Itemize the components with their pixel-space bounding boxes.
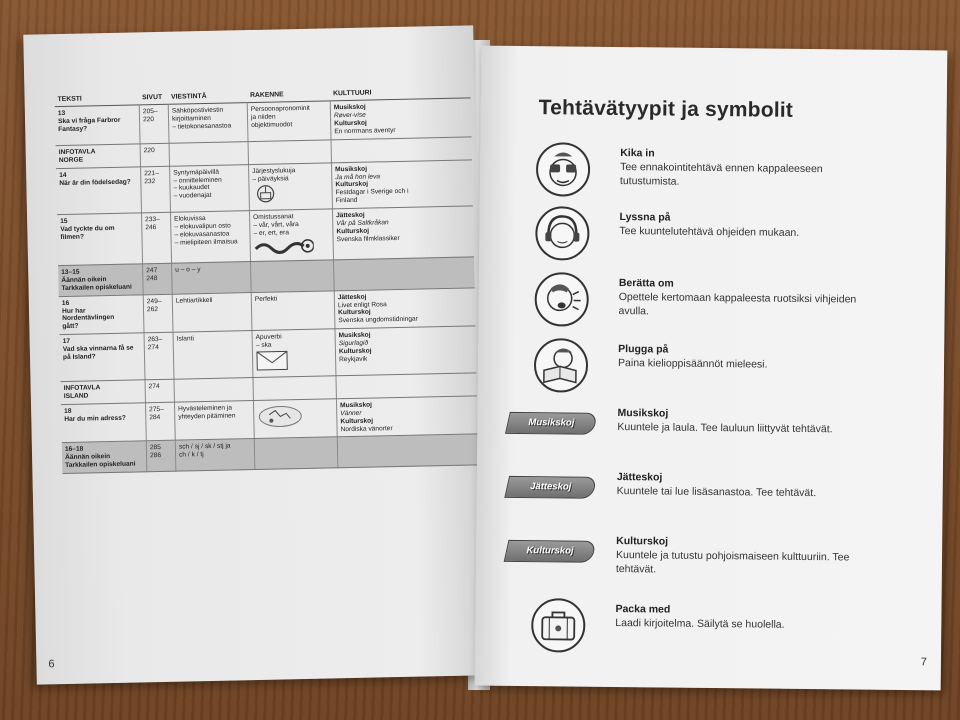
- cell-text-line: Vad ska vinnarna få se: [62, 344, 134, 354]
- cell-text-line: Tarkkailen opiskeluani: [61, 283, 132, 292]
- cell-text-line: INFOTAVLA: [58, 148, 96, 156]
- cell-text-line: ISLAND: [63, 392, 89, 400]
- symbol-entry: [528, 402, 924, 466]
- cell-communication-line: ch / k / tj: [179, 451, 204, 459]
- page-number-right: 7: [920, 656, 927, 669]
- column-header-culture: KULTTUURI: [330, 85, 471, 101]
- envelope-icon: [256, 349, 332, 373]
- cell-pages-line: 246: [145, 224, 157, 232]
- cell-communication: [169, 141, 248, 165]
- cell-communication-line: – elokuvasanastoa: [174, 230, 230, 239]
- cell-communication-line: u – o – y: [175, 266, 201, 274]
- cell-text: [60, 333, 145, 381]
- cell-text-line: filmen?: [60, 233, 85, 242]
- cell-text: [55, 105, 140, 145]
- cell-culture-line: Vänner: [340, 409, 362, 417]
- symbol-entry: [526, 530, 923, 594]
- cell-communication-line: Lehtiartikkeli: [175, 296, 213, 305]
- symbol-title: Kulturskoj: [616, 535, 669, 548]
- cell-text: [56, 144, 141, 169]
- cell-communication-line: Hyvästeleminen ja: [178, 404, 233, 413]
- section-badge: [505, 412, 598, 435]
- suitcase-icon: [531, 598, 586, 653]
- cell-pages-line: 274: [147, 344, 159, 352]
- cell-culture-line: Jätteskoj: [337, 293, 367, 301]
- cell-text-line: Hur har: [61, 307, 86, 315]
- symbol-entry: [534, 272, 925, 336]
- cell-culture-line: Vår på Saltkråkan: [336, 219, 389, 228]
- right-page: [475, 46, 948, 691]
- cell-pages: [145, 402, 175, 441]
- column-header-text: TEKSTI: [54, 92, 139, 106]
- map-icon: [257, 403, 334, 431]
- reading-person-icon: [534, 338, 589, 393]
- symbol-entry: [531, 598, 922, 662]
- cell-communication-line: yhteyden pitäminen: [178, 412, 236, 421]
- cell-culture: [331, 137, 472, 163]
- cell-culture-line: Røver-vise: [333, 111, 366, 120]
- cell-pages: [146, 441, 176, 472]
- cell-communication-line: – elokuvalipun osto: [174, 222, 231, 231]
- cell-structure-line: Järjestyslukuja: [252, 166, 296, 175]
- cell-structure: [253, 376, 336, 401]
- symbol-description: Kuuntele ja tutustu pohjoismaiseen kulttuuriin. Tee tehtävät.: [615, 549, 850, 576]
- cell-culture: [335, 326, 476, 376]
- symbol-description: Laadi kirjoitelma. Säilytä se huolella.: [615, 617, 785, 631]
- cell-text-line: När är din födelsedag?: [59, 178, 131, 187]
- cell-pages-line: 262: [146, 305, 159, 313]
- cell-pages-line: 285: [149, 444, 162, 452]
- cake-icon: [252, 183, 328, 207]
- section-badge-label: Kulturskoj: [526, 545, 574, 557]
- cell-structure: [254, 437, 338, 469]
- cell-culture-line: Musikskoj: [338, 331, 371, 340]
- cell-text-line: Ska vi fråga Farbror: [57, 116, 121, 126]
- cell-pages-line: 286: [150, 452, 162, 460]
- symbol-entry: [534, 338, 925, 402]
- cell-text: [61, 403, 146, 443]
- cell-communication-line: – mielipiteen ilmaisua: [174, 238, 238, 247]
- symbol-title: Kika in: [620, 147, 655, 160]
- cell-pages-line: 275–: [149, 405, 164, 414]
- cell-text-line: 13: [57, 110, 66, 118]
- symbol-title: Jätteskoj: [616, 471, 663, 484]
- cell-culture: [336, 396, 477, 438]
- cell-pages: [145, 379, 174, 402]
- cell-communication-line: Elokuvissa: [174, 215, 206, 223]
- cell-communication-line: sch / sj / sk / stj ja: [178, 442, 231, 452]
- cell-text: [59, 294, 144, 334]
- cell-structure: [249, 209, 333, 261]
- cell-pages-line: 220: [142, 116, 155, 124]
- page-heading: Tehtävätyypit ja symbolit: [538, 96, 794, 122]
- cell-culture-line: Svenska filmklassiker: [336, 234, 400, 244]
- symbol-description: Kuuntele ja laula. Tee lauluun liittyvät tehtävät.: [617, 421, 833, 436]
- cell-text: [57, 213, 143, 265]
- symbol-description: Kuuntele tai lue lisäsanastoa. Tee tehtävät.: [616, 485, 817, 500]
- cell-culture: [331, 160, 472, 210]
- cell-pages-line: 232: [144, 177, 156, 185]
- film-strip-icon: [254, 237, 330, 257]
- cell-culture-line: Musikskoj: [335, 165, 368, 173]
- cell-culture: [330, 98, 471, 140]
- cell-culture: [336, 373, 477, 399]
- cell-culture: [334, 288, 475, 330]
- cell-text-line: Fantasy?: [58, 125, 88, 134]
- cell-structure: [251, 290, 335, 330]
- cell-pages: [139, 104, 169, 143]
- symbol-entry: [535, 206, 926, 270]
- symbol-entry: [536, 142, 927, 206]
- cell-pages: [142, 213, 172, 264]
- section-badge-label: Musikskoj: [528, 417, 575, 429]
- cell-communication: [173, 331, 253, 379]
- cell-structure: [251, 260, 335, 292]
- cell-culture-line: Kulturskoj: [335, 181, 369, 189]
- page-number-left: 6: [48, 658, 55, 671]
- cell-pages-line: 205–: [142, 108, 158, 116]
- cell-structure: [247, 101, 331, 141]
- cell-text: [58, 264, 143, 296]
- cell-culture-line: Nordiska vänorter: [340, 424, 393, 433]
- section-badge-label: Jätteskoj: [530, 481, 572, 493]
- column-header-communication: VIESTINTÄ: [168, 90, 247, 104]
- cell-pages-line: 247: [146, 266, 158, 275]
- cell-text: [62, 441, 147, 473]
- cell-structure: [252, 329, 336, 377]
- cell-text-line: Äännän oikein: [61, 275, 107, 284]
- cell-text-line: gått?: [62, 323, 79, 331]
- cell-structure-line: Perfekti: [254, 295, 278, 303]
- cell-communication-line: – vuodenajat: [173, 192, 212, 200]
- symbol-entry: [532, 466, 923, 530]
- cell-text: [56, 166, 141, 214]
- cell-culture-line: Finland: [335, 197, 358, 205]
- cell-culture-line: Musikskoj: [340, 401, 373, 410]
- cell-culture: [334, 257, 475, 291]
- cell-pages: [144, 332, 174, 379]
- column-header-pages: SIVUT: [139, 92, 168, 105]
- symbol-title: Musikskoj: [617, 407, 669, 420]
- cell-communication: [170, 211, 250, 263]
- cell-structure-line: Apuverbi: [255, 333, 282, 342]
- cell-communication: [168, 103, 248, 143]
- cell-pages-line: 233–: [145, 216, 160, 224]
- cell-structure-line: – er, ert, era: [253, 229, 290, 238]
- cell-structure-line: objektimuodot: [251, 121, 293, 129]
- cell-structure: [249, 162, 333, 210]
- cell-pages-line: 248: [146, 274, 158, 283]
- cell-pages-line: 220: [143, 146, 155, 155]
- cell-pages: [140, 143, 169, 166]
- column-header-structure: RAKENNE: [247, 88, 330, 102]
- symbol-description: Tee kuuntelutehtävä ohjeiden mukaan.: [619, 225, 800, 239]
- cell-culture: [337, 434, 478, 468]
- cell-culture-line: Livet enligt Rosa: [337, 300, 387, 309]
- cell-pages-line: 274: [148, 383, 160, 391]
- cell-structure: [248, 140, 331, 165]
- cell-text: [61, 380, 146, 405]
- cell-communication: [172, 262, 252, 294]
- cell-pages: [143, 294, 173, 333]
- symbol-description: Paina kielioppisäännöt mieleesi.: [617, 357, 768, 371]
- cell-text-line: NORGE: [58, 156, 84, 164]
- table-body: [55, 98, 479, 474]
- cell-text-line: INFOTAVLA: [63, 384, 101, 393]
- cell-pages-line: 249–: [146, 297, 162, 305]
- symbol-description: Tee ennakointitehtävä ennen kappaleeseen tutustumista.: [619, 161, 823, 188]
- cell-communication-line: kirjoittaminen: [171, 114, 211, 123]
- cell-pages-line: 221–: [144, 169, 159, 177]
- cell-text-line: 15: [60, 218, 68, 226]
- cell-pages-line: 263–: [147, 336, 163, 344]
- symbol-description: Opettele kertomaan kappaleesta ruotsiksi vihjeiden avulla.: [618, 291, 857, 317]
- cell-communication: [170, 164, 250, 212]
- cell-communication: [174, 378, 253, 402]
- cell-structure-line: – päiväyksiä: [252, 174, 289, 183]
- symbol-title: Lyssna på: [619, 211, 671, 224]
- cell-structure-line: Persoonapronominit: [250, 104, 310, 114]
- cell-text-line: 16–18: [64, 446, 84, 454]
- cell-culture: [332, 206, 474, 260]
- cell-communication-line: – tietokonesanastoa: [172, 122, 232, 131]
- cell-text-line: 16: [61, 299, 70, 307]
- cell-structure: [253, 399, 337, 439]
- cell-culture-line: Kulturskoj: [336, 227, 370, 236]
- cell-culture-line: En norrmans äventyr: [334, 126, 396, 136]
- section-badge: [504, 540, 597, 563]
- cell-text-line: 17: [62, 338, 71, 346]
- binoculars-person-icon: [536, 142, 591, 197]
- cell-communication-line: Islanti: [176, 335, 194, 343]
- cell-culture-line: Kulturskoj: [334, 119, 367, 128]
- table-row: [57, 206, 474, 265]
- course-contents-table: [54, 85, 478, 474]
- left-page: [23, 25, 487, 684]
- cell-text-line: Tarkkailen opiskeluani: [65, 460, 136, 470]
- cell-structure-line: – ska: [255, 341, 272, 350]
- cell-communication: [172, 292, 252, 332]
- cell-culture-line: Musikskoj: [333, 103, 366, 112]
- cell-communication-line: Sähköpostiviestin: [171, 106, 224, 115]
- cell-culture-line: Festdagar i Sverige och i: [335, 188, 409, 197]
- section-badge: [504, 476, 597, 499]
- cell-pages: [141, 166, 171, 213]
- cell-culture-line: Jätteskoj: [336, 211, 365, 220]
- cell-pages: [143, 263, 173, 294]
- cell-communication-line: Syntymäpäivillä: [173, 168, 220, 177]
- cell-structure-line: Omistussanat: [253, 213, 294, 222]
- symbol-title: Plugga på: [618, 343, 669, 356]
- cell-text-line: 13–15: [61, 268, 80, 276]
- cell-communication-line: – kuukaudet: [173, 184, 210, 193]
- symbol-title: Packa med: [615, 603, 671, 616]
- cell-structure-line: – vår, vårt, våra: [253, 221, 299, 230]
- cell-communication: [175, 439, 255, 471]
- cell-culture-line: Ja må hon leva: [335, 172, 381, 181]
- cell-text-line: Vad tyckte du om: [60, 225, 115, 234]
- cell-text-line: 18: [64, 407, 72, 415]
- speaking-person-icon: [534, 272, 589, 327]
- cell-text-line: på Island?: [62, 353, 96, 362]
- cell-culture-line: Kulturskoj: [338, 347, 372, 356]
- cell-text-line: Har du min adress?: [64, 414, 126, 423]
- cell-structure-line: ja niiden: [250, 113, 276, 122]
- cell-culture-line: Kulturskoj: [338, 309, 371, 317]
- cell-culture-line: Sigurlagið: [338, 339, 369, 348]
- symbol-title: Berätta om: [618, 277, 674, 290]
- cell-communication: [174, 400, 254, 440]
- cell-communication-line: – onnitteleminen: [173, 176, 222, 185]
- cell-culture-line: Svenska ungdomstidningar: [338, 315, 418, 325]
- cell-text-line: 14: [59, 171, 67, 179]
- headphones-person-icon: [535, 206, 590, 261]
- cell-culture-line: Reykjavik: [339, 355, 368, 364]
- cell-pages-line: 284: [149, 413, 161, 421]
- cell-culture-line: Kulturskoj: [340, 417, 374, 425]
- cell-text-line: Nordentävlingen: [62, 314, 115, 323]
- cell-text-line: Äännän oikein: [65, 453, 111, 462]
